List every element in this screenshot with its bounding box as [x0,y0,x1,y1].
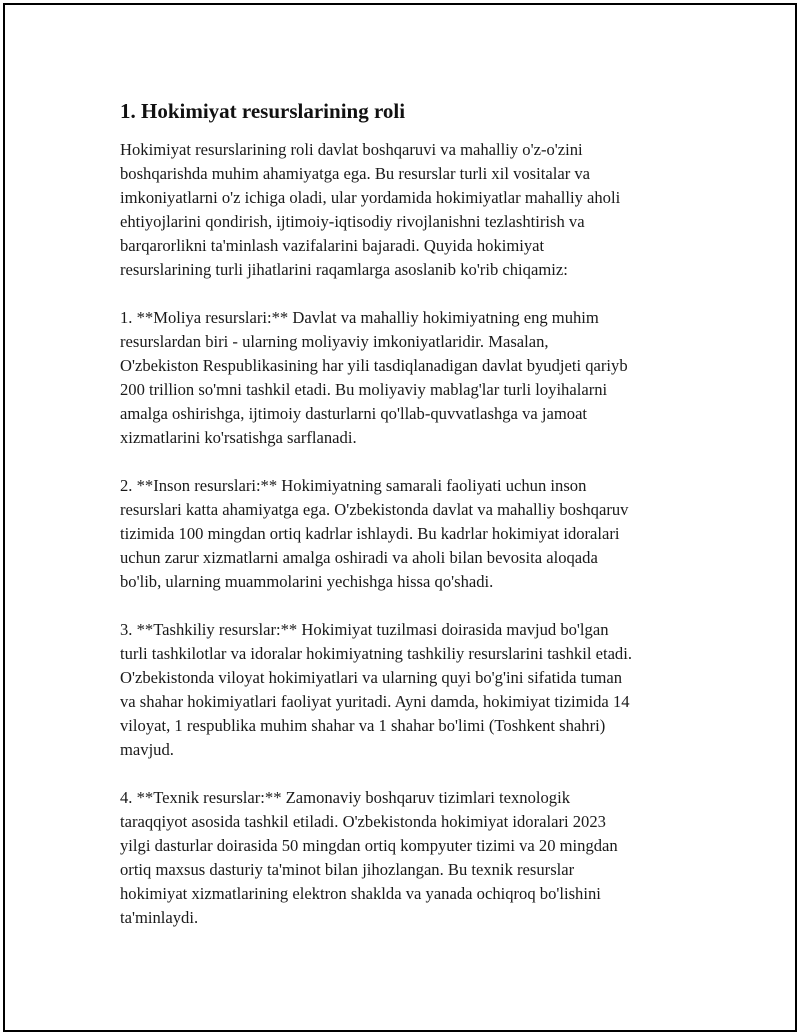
paragraph-moliya-resurslari [120,306,695,450]
text-line: resurslardan biri - ularning moliyaviy imkoniyatlaridir. Masalan, [120,332,549,351]
text-line: xizmatlarini ko'rsatishga sarflanadi. [120,428,357,447]
text-line: boshqarishda muhim ahamiyatga ega. Bu resurslar turli xil vositalar va [120,164,591,183]
text-line: viloyat, 1 respublika muhim shahar va 1 shahar bo'limi (Toshkent shahri) [120,716,606,735]
text-line: uchun zarur xizmatlarni amalga oshiradi va aholi bilan bevosita aloqada [120,548,598,567]
text-line: amalga oshirishga, ijtimoiy dasturlarni qo'llab-quvvatlashga va jamoat [120,404,588,423]
page-frame [3,3,797,1032]
paragraph-intro [120,138,695,282]
text-line: yilgi dasturlar doirasida 50 mingdan ortiq kompyuter tizimi va 20 mingdan [120,836,618,855]
text-line: taraqqiyot asosida tashkil etiladi. O'zbekistonda hokimiyat idoralari 2023 [120,812,606,831]
text-line: resurslarining turli jihatlarini raqamlarga asoslanib ko'rib chiqamiz: [120,260,568,279]
paragraph-tashkiliy-resurslar [120,618,695,762]
text-line: ortiq maxsus dasturiy ta'minot bilan jihozlangan. Bu texnik resurslar [120,860,575,879]
document-body [120,97,695,954]
text-line: imkoniyatlarni o'z ichiga oladi, ular yordamida hokimiyatlar mahalliy aholi [120,188,621,207]
text-line: 2. **Inson resurslari:** Hokimiyatning samarali faoliyati uchun inson [120,476,587,495]
text-line: O'zbekistonda viloyat hokimiyatlari va ularning quyi bo'g'ini sifatida tuman [120,668,623,687]
text-line: O'zbekiston Respublikasining har yili tasdiqlanadigan davlat byudjeti qariyb [120,356,628,375]
text-line: Hokimiyat resurslarining roli davlat boshqaruvi va mahalliy o'z-o'zini [120,140,583,159]
text-line: turli tashkilotlar va idoralar hokimiyatning tashkiliy resurslarini tashkil etadi. [120,644,632,663]
text-line: bo'lib, ularning muammolarini yechishga hissa qo'shadi. [120,572,494,591]
text-line: barqarorlikni ta'minlash vazifalarini bajaradi. Quyida hokimiyat [120,236,545,255]
section-heading: 1. Hokimiyat resurslarining roli [120,99,406,123]
text-line: resurslari katta ahamiyatga ega. O'zbekistonda davlat va mahalliy boshqaruv [120,500,629,519]
text-line: ehtiyojlarini qondirish, ijtimoiy-iqtisodiy rivojlanishni tezlashtirish va [120,212,585,231]
text-line: ta'minlaydi. [120,908,199,927]
paragraph-inson-resurslari [120,474,695,594]
text-line: 4. **Texnik resurslar:** Zamonaviy boshqaruv tizimlari texnologik [120,788,570,807]
paragraph-texnik-resurslar [120,786,695,930]
text-line: 200 trillion so'mni tashkil etadi. Bu moliyaviy mablag'lar turli loyihalarni [120,380,608,399]
text-line: mavjud. [120,740,174,759]
text-line: hokimiyat xizmatlarining elektron shaklda va yanada ochiqroq bo'lishini [120,884,601,903]
text-line: tizimida 100 mingdan ortiq kadrlar ishlaydi. Bu kadrlar hokimiyat idoralari [120,524,620,543]
text-line: va shahar hokimiyatlari faoliyat yuritadi. Ayni damda, hokimiyat tizimida 14 [120,692,630,711]
text-line: 3. **Tashkiliy resurslar:** Hokimiyat tuzilmasi doirasida mavjud bo'lgan [120,620,609,639]
text-line: 1. **Moliya resurslari:** Davlat va mahalliy hokimiyatning eng muhim [120,308,599,327]
